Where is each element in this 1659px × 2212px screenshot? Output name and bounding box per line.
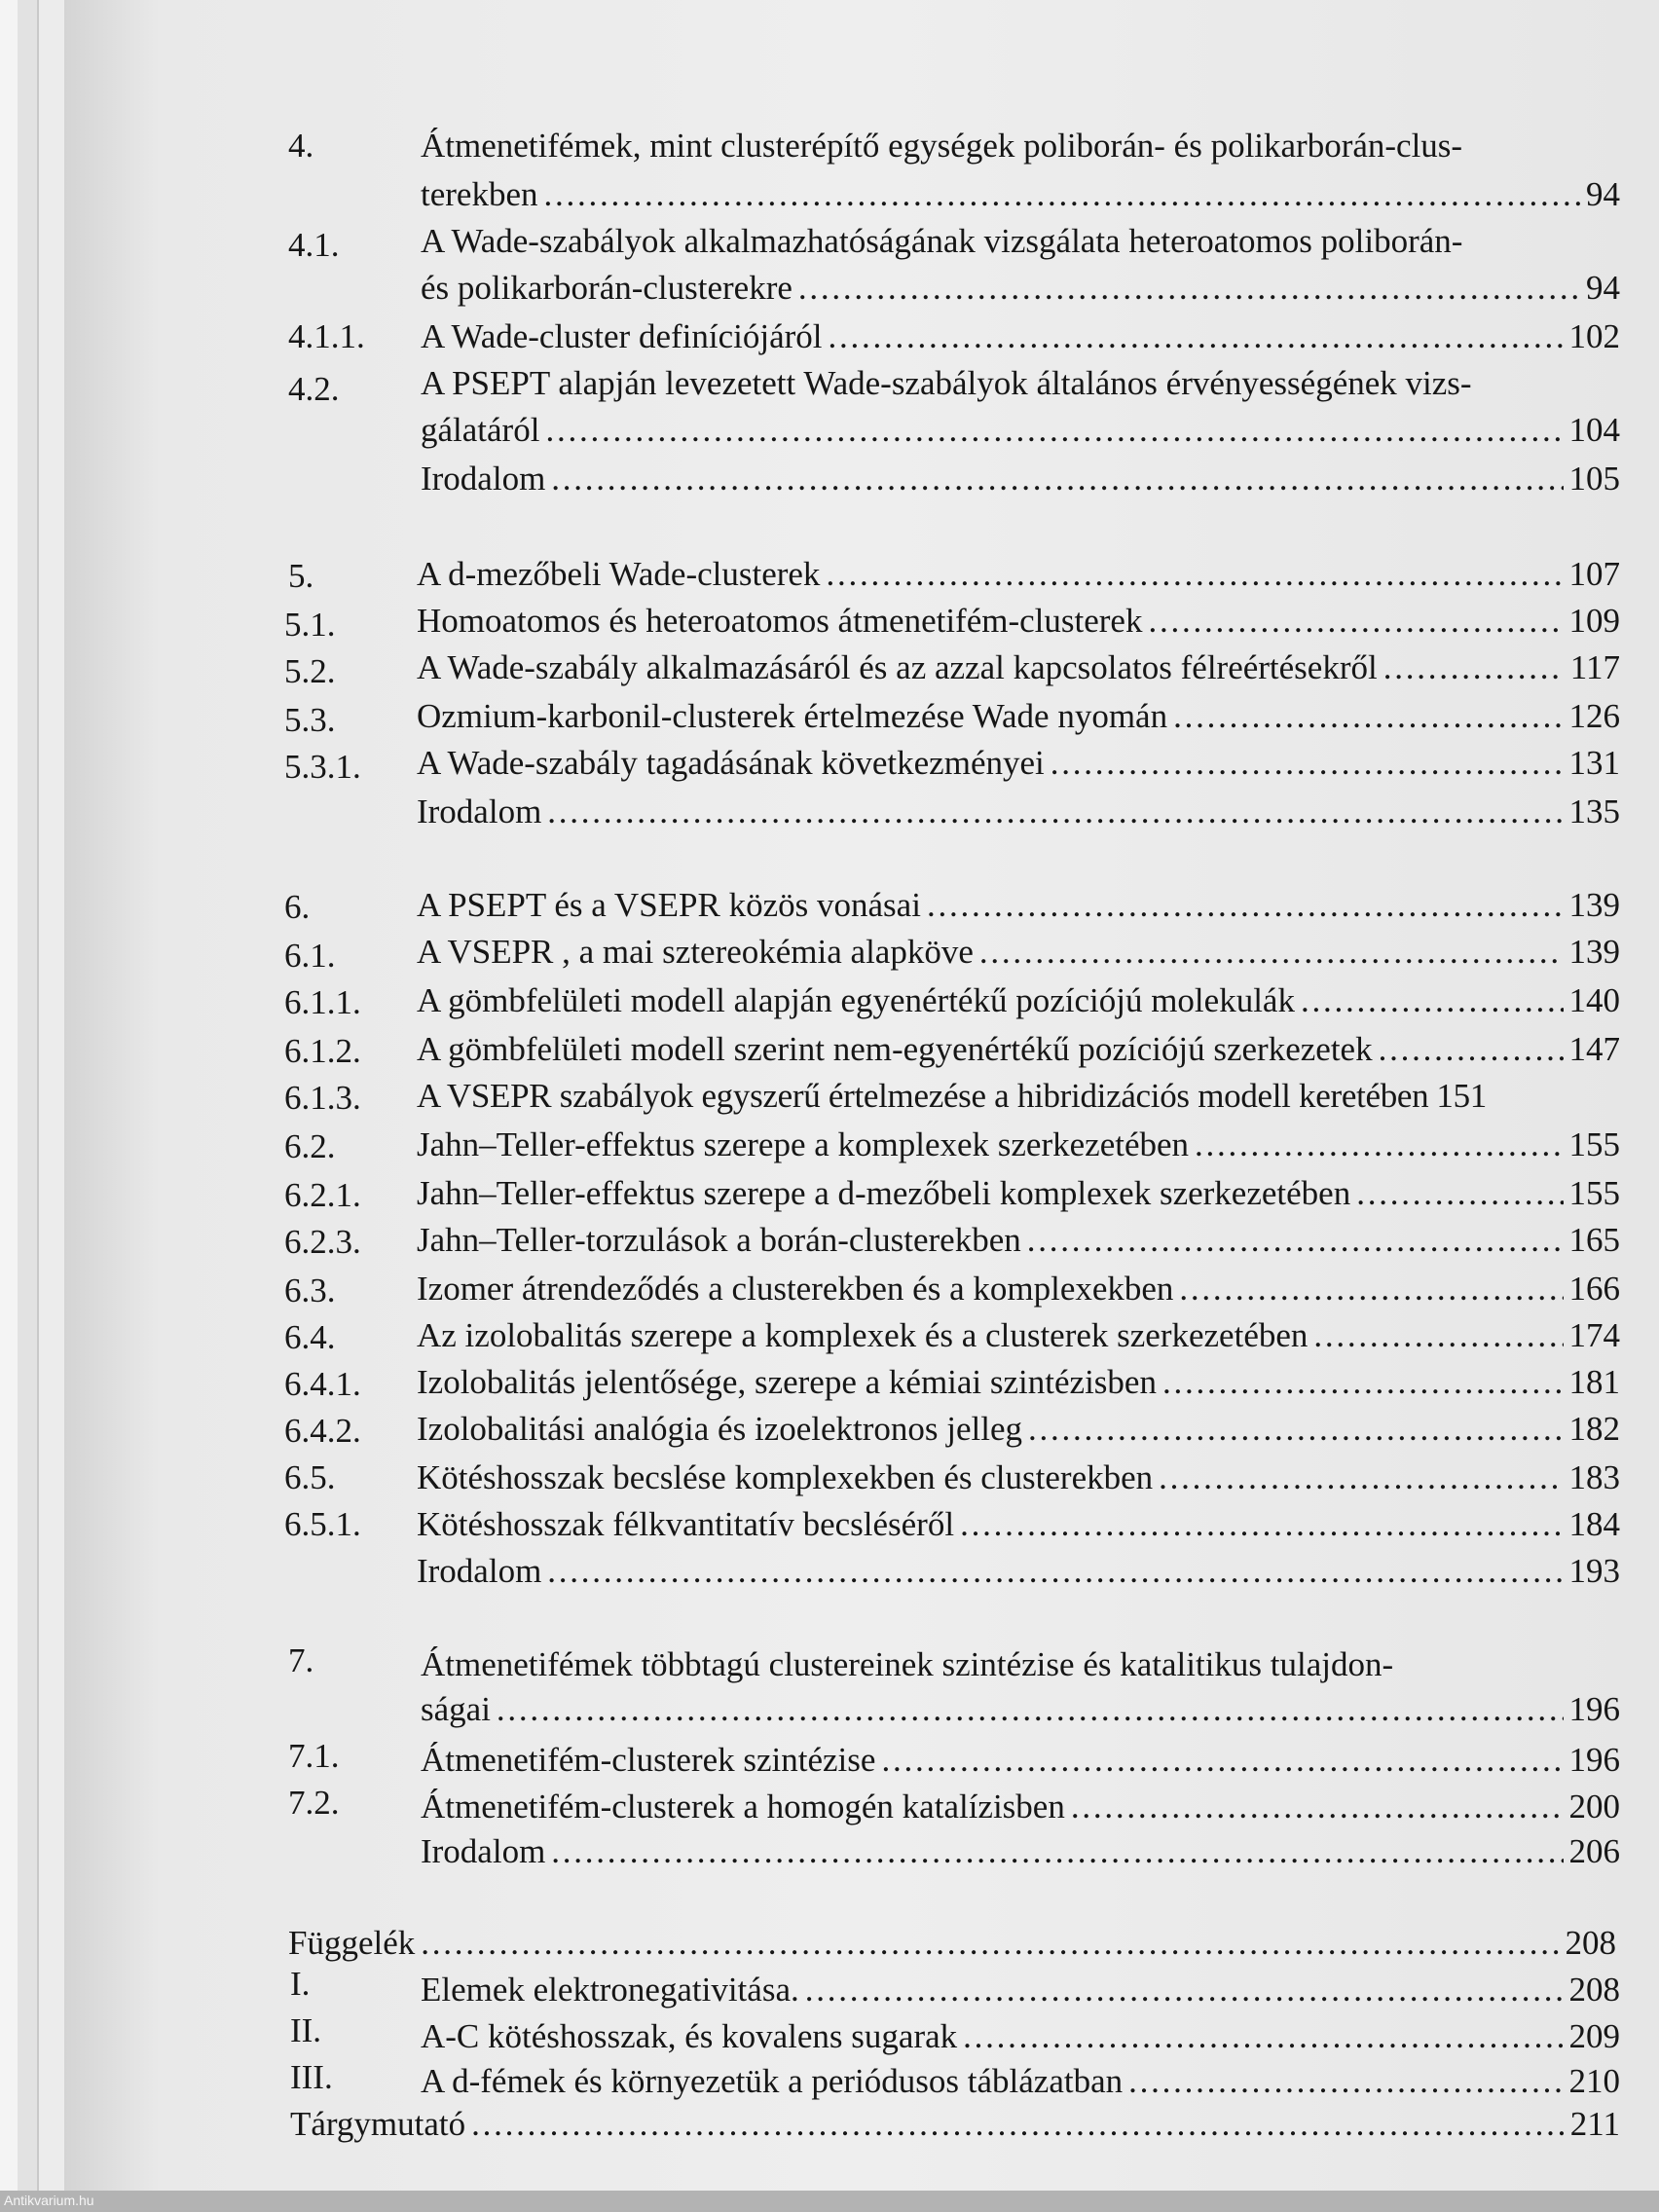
- toc-entry[interactable]: Irodalom . . . 193: [417, 1550, 1620, 1593]
- toc-entry[interactable]: Jahn–Teller-effektus szerepe a d-mezőbeli komplexek szerkezetében . . . 155: [417, 1172, 1620, 1215]
- toc-section-title: A PSEPT alapján levezetett Wade-szabályok általános érvényességének vizs-: [421, 364, 1472, 402]
- toc-appendix-number: II.: [290, 2011, 322, 2049]
- toc-section-number: 5.3.1.: [284, 748, 361, 786]
- toc-page-number: 109: [1568, 602, 1620, 640]
- toc-appendix-number: III.: [290, 2058, 333, 2096]
- toc-chapter-number: 6.: [284, 888, 311, 926]
- toc-entry[interactable]: Izolobalitás jelentősége, szerepe a kémiai szintézisben . . . 181: [417, 1361, 1620, 1404]
- toc-appendix-number: I.: [290, 1965, 311, 2003]
- toc-entry[interactable]: A d-fémek és környezetük a periódusos táblázatban . . . 210: [421, 2060, 1620, 2103]
- toc-page-number: 151: [1436, 1077, 1487, 1115]
- toc-page-number: 94: [1586, 269, 1620, 307]
- toc-page-number: 183: [1568, 1458, 1620, 1496]
- toc-page-number: 174: [1568, 1316, 1620, 1354]
- toc-section-number: 5.2.: [284, 652, 336, 690]
- toc-entry[interactable]: A gömbfelületi modell alapján egyenértékű pozíciójú molekulák . . . 140: [417, 979, 1620, 1022]
- toc-section-number: 6.4.1.: [284, 1365, 361, 1403]
- toc-entry[interactable]: Az izolobalitás szerepe a komplexek és a clusterek szerkezetében . . . 174: [417, 1314, 1620, 1357]
- toc-section-number: 6.4.2.: [284, 1412, 361, 1450]
- toc-page-number: 166: [1568, 1270, 1620, 1308]
- toc-section-number: 5.1.: [284, 606, 336, 644]
- toc-page-number: 135: [1568, 793, 1620, 830]
- toc-chapter-number: 7.: [288, 1641, 314, 1679]
- toc-entry[interactable]: terekben . . . 94: [421, 173, 1620, 216]
- toc-entry[interactable]: Átmenetifém-clusterek a homogén katalízisben . . . 200: [421, 1786, 1620, 1828]
- toc-entry[interactable]: Izomer átrendeződés a clusterekben és a komplexekben . . . 166: [417, 1268, 1620, 1310]
- toc-entry[interactable]: Elemek elektronegativitása. . . . 208: [421, 1969, 1620, 2011]
- toc-page-number: 211: [1569, 2105, 1620, 2143]
- toc-page-number: 104: [1568, 411, 1620, 449]
- toc-section-title: A Wade-szabályok alkalmazhatóságának vizsgálata heteroatomos poliborán-: [421, 222, 1463, 260]
- toc-entry[interactable]: Kötéshosszak félkvantitatív becsléséről . . . 184: [417, 1503, 1620, 1546]
- toc-section-number: 6.2.: [284, 1127, 336, 1165]
- toc-chapter-title: Átmenetifémek, mint clusterépítő egységek poliborán- és polikarborán-clus-: [421, 127, 1463, 165]
- toc-section-number: 6.3.: [284, 1272, 336, 1309]
- toc-entry[interactable]: gálatáról . . . 104: [421, 409, 1620, 452]
- toc-entry[interactable]: Átmenetifém-clusterek szintézise . . . 196: [421, 1739, 1620, 1782]
- toc-page-number: 181: [1568, 1363, 1620, 1401]
- toc-page-number: 182: [1568, 1410, 1620, 1448]
- toc-entry[interactable]: A VSEPR szabályok egyszerű értelmezése a hibridizációs modell keretében 151: [417, 1075, 1634, 1118]
- toc-page-number: 94: [1586, 175, 1620, 213]
- toc-section-number: 6.1.3.: [284, 1079, 361, 1117]
- toc-entry[interactable]: Ozmium-karbonil-clusterek értelmezése Wade nyomán . . . 126: [417, 695, 1620, 738]
- toc-page-number: 117: [1569, 648, 1620, 686]
- toc-page-number: 184: [1568, 1505, 1620, 1543]
- toc-chapter-number: 5.: [288, 557, 314, 595]
- toc-page-number: 105: [1568, 460, 1620, 498]
- toc-entry[interactable]: Jahn–Teller-effektus szerepe a komplexek szerkezetében . . . 155: [417, 1124, 1620, 1166]
- toc-entry[interactable]: A d-mezőbeli Wade-clusterek . . . 107: [417, 553, 1620, 596]
- toc-page-number: 140: [1568, 981, 1620, 1019]
- toc-page-number: 200: [1568, 1788, 1620, 1825]
- toc-section-number: 7.2.: [288, 1784, 340, 1822]
- toc-entry[interactable]: Tárgymutató . . . 211: [290, 2103, 1620, 2146]
- toc-page-number: 193: [1568, 1552, 1620, 1590]
- toc-entry[interactable]: ságai . . . 196: [421, 1688, 1620, 1731]
- toc-section-number: 6.1.1.: [284, 983, 361, 1021]
- toc-page-number: 155: [1568, 1125, 1620, 1163]
- toc-page-number: 210: [1568, 2062, 1620, 2100]
- toc-page-number: 126: [1568, 697, 1620, 735]
- toc-page-number: 139: [1568, 886, 1620, 924]
- toc-section-number: 4.1.: [288, 226, 340, 264]
- toc-entry[interactable]: Izolobalitási analógia és izoelektronos jelleg . . . 182: [417, 1408, 1620, 1451]
- toc-section-number: 6.1.: [284, 937, 336, 975]
- toc-section-number: 6.2.1.: [284, 1176, 361, 1214]
- toc-entry[interactable]: Irodalom . . . 135: [417, 791, 1620, 833]
- toc-page-number: 102: [1568, 317, 1620, 355]
- toc-entry[interactable]: A Wade-szabály alkalmazásáról és az azzal kapcsolatos félreértésekről . . . 117: [417, 646, 1620, 689]
- toc-page-number: 209: [1568, 2017, 1620, 2055]
- toc-entry[interactable]: Kötéshosszak becslése komplexekben és clusterekben . . . 183: [417, 1456, 1620, 1499]
- toc-page-number: 208: [1565, 1924, 1616, 1962]
- toc-section-number: 6.5.: [284, 1458, 336, 1496]
- toc-entry[interactable]: A-C kötéshosszak, és kovalens sugarak . . . 209: [421, 2015, 1620, 2058]
- toc-chapter-title: Átmenetifémek többtagú clustereinek szintézise és katalitikus tulajdon-: [421, 1645, 1394, 1683]
- toc-page-number: 155: [1568, 1174, 1620, 1212]
- watermark: Antikvarium.hu: [4, 2193, 94, 2208]
- toc-page-number: 208: [1568, 1971, 1620, 2009]
- toc-page-number: 196: [1568, 1741, 1620, 1779]
- toc-section-number: 6.2.3.: [284, 1223, 361, 1261]
- toc-entry[interactable]: A Wade-szabály tagadásának következményei . . . 131: [417, 742, 1620, 785]
- toc-entry[interactable]: A PSEPT és a VSEPR közös vonásai . . . 139: [417, 884, 1620, 927]
- toc-section-number: 6.5.1.: [284, 1505, 361, 1543]
- toc-entry[interactable]: Függelék . . . 208: [288, 1922, 1616, 1965]
- toc-entry[interactable]: A VSEPR , a mai sztereokémia alapköve . . . 139: [417, 931, 1620, 974]
- toc-entry[interactable]: A gömbfelületi modell szerint nem-egyenértékű pozíciójú szerkezetek . . . 147: [417, 1028, 1620, 1071]
- toc-entry[interactable]: Homoatomos és heteroatomos átmenetifém-clusterek . . . 109: [417, 600, 1620, 643]
- bottom-strip: [0, 2191, 1659, 2212]
- toc-page-number: 165: [1568, 1221, 1620, 1259]
- toc-chapter-number: 4.: [288, 127, 314, 165]
- toc-page-number: 131: [1568, 744, 1620, 782]
- toc-entry[interactable]: A Wade-cluster definíciójáról . . . 102: [421, 315, 1620, 358]
- toc-entry[interactable]: Jahn–Teller-torzulások a borán-clusterekben . . . 165: [417, 1219, 1620, 1262]
- toc-section-number: 6.4.: [284, 1318, 336, 1356]
- toc-entry[interactable]: Irodalom . . . 206: [421, 1830, 1620, 1873]
- toc-page-number: 139: [1568, 933, 1620, 971]
- toc-section-number: 5.3.: [284, 701, 336, 739]
- toc-page-number: 147: [1568, 1030, 1620, 1068]
- toc-section-number: 6.1.2.: [284, 1032, 361, 1070]
- toc-page-number: 107: [1568, 555, 1620, 593]
- toc-section-number: 7.1.: [288, 1737, 340, 1775]
- toc-entry[interactable]: és polikarborán-clusterekre . . . 94: [421, 267, 1620, 310]
- toc-page-number: 206: [1568, 1832, 1620, 1870]
- toc-section-number: 4.2.: [288, 370, 340, 408]
- toc-section-number: 4.1.1.: [288, 317, 365, 355]
- toc-page-number: 196: [1568, 1690, 1620, 1728]
- toc-entry[interactable]: Irodalom . . . 105: [421, 458, 1620, 500]
